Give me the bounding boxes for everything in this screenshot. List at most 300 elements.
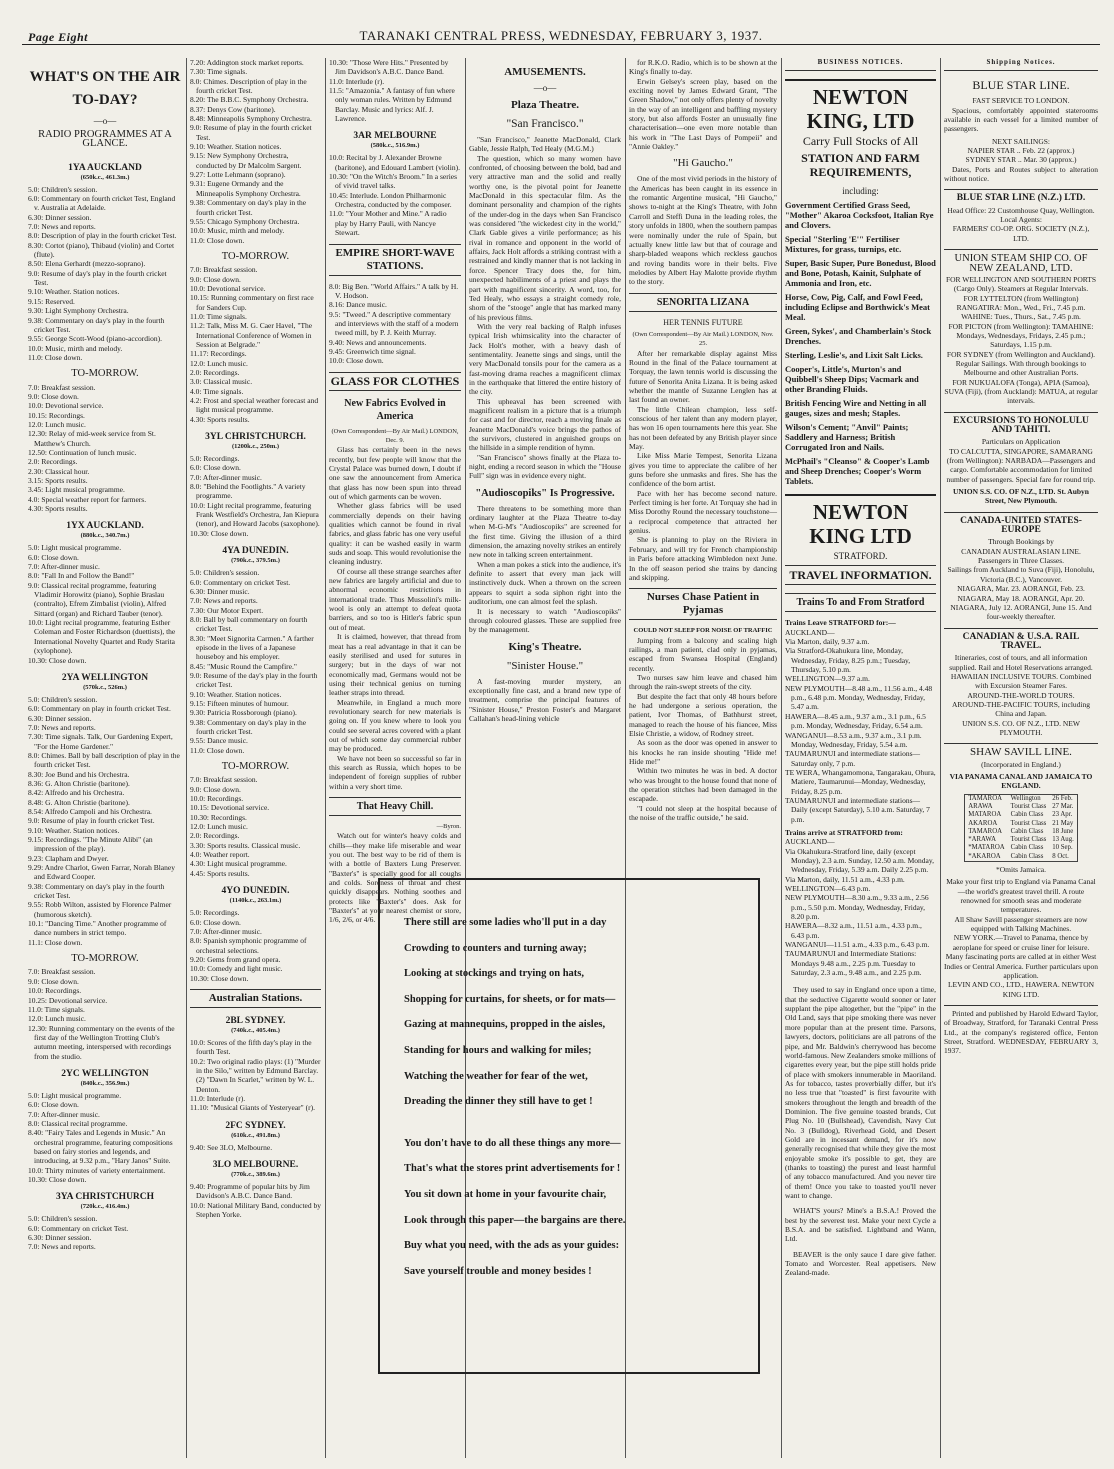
canada-entry: Through Bookings by bbox=[988, 537, 1054, 547]
programme-item: 7.0: After-dinner music. bbox=[190, 926, 262, 936]
table-cell: 23 Apr. bbox=[1052, 811, 1073, 819]
programme-item: 10.30: Close down. bbox=[190, 528, 249, 538]
station-frequency: (880k.c., 340.7m.) bbox=[80, 532, 130, 540]
programme-item: 6.0: Close down. bbox=[190, 463, 241, 473]
station-list bbox=[190, 58, 321, 983]
programme-item: 7.30: Time signals. bbox=[190, 67, 248, 77]
station-frequency: (840k.c., 356.9m.) bbox=[80, 1079, 130, 1087]
programme-item: 11.17: Recordings. bbox=[190, 349, 247, 359]
table-cell: TAMAROA bbox=[968, 827, 1003, 835]
programme-item: 9.30: Light Symphony Orchestra. bbox=[28, 306, 129, 316]
programme-item: 2.0: Recordings. bbox=[190, 831, 240, 841]
station-frequency: (1200k.c., 250m.) bbox=[231, 443, 280, 451]
sailing-entry: SYDNEY STAR .. Mar. 30 (approx.) bbox=[965, 155, 1077, 165]
programme-item: 9.40: Programme of popular hits by Jim Davidson's A.B.C. Dance Band. bbox=[190, 1182, 310, 1201]
blue-star-title: BLUE STAR LINE. bbox=[972, 78, 1070, 93]
poem-line: Watching the weather for fear of the wet, bbox=[404, 1070, 588, 1082]
train-entry: AUCKLAND— bbox=[785, 627, 835, 637]
programme-item: 10.0: Music, mirth and melody. bbox=[28, 343, 123, 353]
rail-entry: AROUND-THE-PACIFIC TOURS, including China and Japan. bbox=[952, 699, 1090, 719]
article-paragraph: But despite the fact that only 48 hours before he had undergone a serious operation, the patient, Ivor Thomas, of Bathhurst street, managed to reach the house of his fiancee, Miss Elsie Christie, a widow, of Rodney street. bbox=[629, 691, 777, 738]
poem-line: Look through this paper—the bargains are there. bbox=[404, 1214, 626, 1226]
article-paragraph: "San Francisco," Jeanette MacDonald, Clark Gable, Jessie Ralph, Ted Healy (M.G.M.) bbox=[469, 135, 621, 154]
union-entry: FOR WELLINGTON AND SOUTHERN PORTS (Cargo Only). Steamers at Regular Intervals. bbox=[945, 274, 1097, 294]
poem-line: Crowding to counters and turning away; bbox=[404, 942, 587, 954]
programme-list bbox=[190, 908, 321, 983]
programme-item: 9.23: Clapham and Dwyer. bbox=[28, 853, 109, 863]
rail-entry: Itineraries, cost of tours, and all information supplied. Rail and Hotel Reservations arranged. bbox=[949, 653, 1093, 672]
programme-item: 10.0: Scores of the fifth day's play in the fourth Test. bbox=[190, 1037, 312, 1057]
sinister-house-body: A fast-moving murder mystery, an exceptionally fine cast, and a brand new type of treatment, comprise the principal features of "Sinister House," Preston Foster's and Margaret Callahan's head-lining vehicle bbox=[469, 676, 621, 723]
farmers-society: FARMERS' CO-OP. ORG. SOCIETY (N.Z.), LTD. bbox=[952, 224, 1090, 243]
train-entry: Via Stratford-Okahukura line, Monday, Wednesday, Friday, 8.25 p.m.; Tuesday, Thursday, 5.10 p.m. bbox=[785, 646, 911, 675]
station-name: 2FC SYDNEY. bbox=[225, 1120, 286, 1131]
smoking-article: They used to say in England once upon a time, that the seductive Cigarette would sooner or later supplant the pipe altogether, but the "pipe" in the Old Land, says that pipe smoking there was never more popular than at the present time. Parsons, lawyers, doctors, politicians are all patrons of the pipe, and Mr. Baldwin's cherrywood has become world-famous. New Zealanders smoke millions of cigarettes every year, but the pipe still holds pride of place with smokers innumerable in Maoriland. As for tobacco, tastes proverbially differ, but it's no less true that "toasted" is first favourite with smokers throughout the length and breadth of the Dominion. The five genuine toasted brands, Cut Plug No. 10 (Bullshead), Cavendish, Navy Cut No. 3 (Bulldog), Riverhead Gold, and Desert Gold are in incessant demand, for it's now generally recognised that while they give the most enjoyable smoke it's possible to get, they are (thanks to toasting) the purest and least harmful of any tobacco manufactured. And you never tire of them! Once you take to toasted you'll never want to change. bbox=[785, 985, 936, 1200]
programme-item: 9.31: Eugene Ormandy and the Minneapolis Symphony Orchestra. bbox=[190, 179, 301, 198]
sinister-house-title: "Sinister House." bbox=[506, 659, 584, 672]
stock-item: Horse, Cow, Pig, Calf, and Fowl Feed, including Eclipse and Borthwick's Meat Meal. bbox=[785, 292, 930, 323]
train-entry: AUCKLAND— bbox=[785, 837, 835, 847]
programme-item: 9.5: "Tweed." A descriptive commentary and interviews with the staff of a modern tweed mill, by P. J. Keith Murray. bbox=[329, 309, 459, 338]
plaza-heading: Plaza Theatre. bbox=[510, 99, 580, 111]
programme-item: 6.30: Dinner session. bbox=[28, 1233, 92, 1243]
programme-item: 3.15: Sports results. bbox=[28, 476, 88, 485]
programme-item: 11.1: Close down. bbox=[28, 937, 83, 947]
poem-line: Looking at stockings and trying on hats, bbox=[404, 968, 585, 980]
programme-list bbox=[190, 454, 321, 538]
programme-item: 12.0: Lunch music. bbox=[28, 419, 86, 429]
programme-item: 4.0: Time signals. bbox=[190, 386, 244, 396]
sailings-list bbox=[944, 146, 1098, 165]
rail-travel-heading: CANADIAN & U.S.A. RAIL TRAVEL. bbox=[944, 628, 1098, 652]
programme-item: 9.29: Andre Charlot, Gwen Farrar, Norah Blaney and Edward Cooper. bbox=[28, 863, 175, 882]
programme-item: 9.55: George Scott-Wood (piano-accordion). bbox=[28, 334, 163, 344]
programme-item: 5.0: Children's session. bbox=[28, 694, 98, 704]
programme-list bbox=[190, 1182, 321, 1219]
station-frequency: (580k.c., 516.9m.) bbox=[370, 142, 420, 150]
sailings-table bbox=[964, 794, 1078, 862]
newton-king-line: Carry Full Stocks of All bbox=[802, 134, 919, 149]
programme-item: 9.10: Weather. Station notices. bbox=[190, 142, 282, 152]
programme-item: 10.0: Comedy and light music. bbox=[190, 964, 283, 974]
article-paragraph: Glass has certainly been in the news recently, but few people will know that the Crystal Palace was burned down, I doubt if one saw the announcement from America that glass has now been spun into thread out of which garments can be woven. bbox=[329, 445, 461, 501]
programme-item: 9.45: Greenwich time signal. bbox=[329, 346, 416, 356]
programme-list bbox=[28, 1214, 182, 1251]
poem-line: Gazing at mannequins, propped in the aisles, bbox=[404, 1019, 606, 1031]
amusements-heading: AMUSEMENTS. bbox=[504, 66, 586, 78]
senorita-body bbox=[629, 349, 777, 583]
programme-item: 9.10: Weather. Station notices. bbox=[28, 287, 120, 297]
union-entry: FOR SYDNEY (from Wellington and Auckland). Regular Sailings. With through bookings to Melbourne and other Australian Ports. bbox=[946, 349, 1096, 378]
programme-item: 8.48: Minneapolis Symphony Orchestra. bbox=[190, 114, 312, 124]
station-name: 4YO DUNEDIN. bbox=[221, 886, 290, 897]
programme-item: 9.38: Commentary on day's play in the fourth cricket Test. bbox=[190, 717, 307, 736]
table-cell: 8 Oct. bbox=[1052, 852, 1069, 860]
chill-byline: —Byron. bbox=[436, 823, 461, 830]
programme-item: 9.15: New Symphony Orchestra, conducted by Dr Malcolm Sargent. bbox=[190, 151, 302, 170]
programme-item: 7.0: Breakfast session. bbox=[28, 382, 96, 392]
tomorrow-heading: TO-MORROW. bbox=[71, 953, 139, 965]
programme-item: 5.0: Light musical programme. bbox=[28, 1090, 122, 1100]
stock-item: Special "Sterling 'E'" Fertiliser Mixtures, for grass, turnips, etc. bbox=[785, 234, 902, 255]
programme-item: 11.10: "Musical Giants of Yesteryear" (r). bbox=[190, 1103, 315, 1113]
article-paragraph: Erwin Gelsey's screen play, based on the exciting novel by James Edward Grant, "The Green Shadow," not only offers plenty of novelty in the way of an intelligent and baffling mystery story, but also affords Foster an unusually fine characterisation—one even more notable than his work in "The Last Days of Pompeii" and "Annie Oakley." bbox=[629, 76, 777, 152]
programme-item: 8.0: Big Ben. "World Affairs." A talk by H. V. Hodson. bbox=[329, 281, 459, 300]
programme-item: 7.20: Addington stock market reports. bbox=[190, 58, 304, 67]
programme-item: 9.55: Dance music. bbox=[190, 736, 248, 746]
canada-list bbox=[944, 537, 1098, 621]
train-entry: NEW PLYMOUTH—8.30 a.m., 9.33 a.m., 2.56 p.m., 5.50 p.m. Monday, Wednesday, Friday, 8.20 p.m. bbox=[785, 893, 929, 922]
poem-line: Buy what you need, with the ads as your guides: bbox=[404, 1240, 620, 1252]
programme-item: 10.15: Running commentary on first race for Sanders Cup. bbox=[190, 293, 314, 312]
table-cell: MATAROA bbox=[968, 811, 1002, 819]
article-paragraph: After her remarkable display against Miss Round in the final of the Palace tournament at Torquay, the lawn tennis world is discussing the future of Senorita Anita Lizana. It is being asked whether the mantle of Suzanne Lenglen has at last found an owner. bbox=[629, 348, 777, 405]
poem-stanza-2 bbox=[404, 1131, 736, 1285]
programme-item: 8.50: Elena Gerhardt (mezzo-soprano). bbox=[28, 259, 146, 269]
programme-item: 6.0: Commentary on cricket Test. bbox=[28, 1223, 129, 1233]
programme-item: 6.30: Dinner music. bbox=[190, 586, 250, 596]
trains-heading: Trains To and From Stratford bbox=[785, 593, 936, 612]
station-frequency: (740k.c., 405.4m.) bbox=[231, 1026, 280, 1034]
programme-item: 12.30: Running commentary on the events of the first day of the Wellington Trotting Club's autumn meeting, interspersed with recordings from the studio. bbox=[28, 1023, 175, 1061]
programme-item: 4.30: Light musical programme. bbox=[190, 859, 287, 869]
newton-king-subtitle: STATION AND FARM REQUIREMENTS, bbox=[801, 150, 920, 179]
travel-heading: TRAVEL INFORMATION. bbox=[785, 565, 936, 585]
programme-item: 9.20: Gems from grand opera. bbox=[190, 954, 281, 964]
programme-item: 9.30: Patricia Rossborough (piano). bbox=[190, 708, 297, 718]
canada-entry: CANADIAN AUSTRALASIAN LINE. bbox=[961, 546, 1081, 556]
station-frequency: (720k.c., 416.4m.) bbox=[80, 1203, 130, 1211]
union-entry: FOR PICTON (from Wellington): TAMAHINE: Mondays, Wednesdays, Fridays, 2.45 p.m.; Saturdays, 1.15 p.m. bbox=[948, 321, 1094, 350]
tomorrow-heading: TO-MORROW. bbox=[221, 761, 290, 773]
programme-item: 4.30: Sports results. bbox=[190, 414, 250, 424]
table-cell: Tourist Class bbox=[1010, 802, 1047, 810]
programme-item: 9.15: Recordings. "The Minute Alibi" (an impression of the play). bbox=[28, 835, 153, 854]
programme-item: 4.45: Sports results. bbox=[190, 868, 250, 878]
union-steam-ship-title: UNION STEAM SHIP CO. OF NEW ZEALAND, LTD. bbox=[944, 249, 1098, 273]
train-entry: TAUMARUNUI and intermediate stations—Daily (except Saturday), 5.10 a.m. Saturday, 7 p.m. bbox=[785, 795, 930, 824]
train-entry: TAUMARUNUI and intermediate stations—Saturday only, 7 p.m. bbox=[785, 749, 920, 768]
union-sailings-list bbox=[944, 275, 1098, 406]
programme-item: 7.0: News and reports. bbox=[190, 596, 258, 606]
programme-item: 2.30: Classical hour. bbox=[28, 466, 90, 476]
omits-note: *Omits Jamaica. bbox=[996, 865, 1046, 875]
station-name: 2YC WELLINGTON bbox=[61, 1068, 149, 1079]
programme-list bbox=[190, 1038, 321, 1113]
shipping-notices-tag: Shipping Notices. bbox=[944, 58, 1098, 71]
programme-item: 10.0: Recordings. bbox=[28, 986, 82, 996]
stock-item: Wilson's Cement; "Anvil" Paints; Saddlery and Harness; British Corrugated Iron and Nails. bbox=[785, 422, 909, 453]
poem-line: You sit down at home in your favourite chair, bbox=[404, 1188, 607, 1200]
programme-item: 6.0: Commentary on play in fourth cricket Test. bbox=[28, 704, 171, 714]
poem-stanza-1 bbox=[404, 910, 736, 1115]
programme-item: 3.45: Light musical programme. bbox=[28, 485, 125, 495]
station-frequency: (570k.c., 526m.) bbox=[83, 683, 127, 691]
sailing-entry: NAPIER STAR .. Feb. 22 (approx.) bbox=[967, 146, 1075, 156]
hi-gaucho-title: "Hi Gaucho." bbox=[673, 157, 733, 170]
programme-item: 3.0: Classical music. bbox=[190, 377, 253, 387]
empire-heading: EMPIRE SHORT-WAVE STATIONS. bbox=[329, 244, 461, 276]
newton-king-title-2: NEWTON KING LTD bbox=[785, 494, 936, 548]
programme-item: 11.0: Close down. bbox=[28, 352, 83, 362]
programme-item: 7.0: News and reports. bbox=[28, 722, 96, 732]
programme-item: 4.2: Frost and special weather forecast and light musical programme. bbox=[190, 396, 319, 415]
kings-heading: King's Theatre. bbox=[508, 640, 582, 653]
poem-line: You don't have to do all these things any more— bbox=[404, 1137, 621, 1149]
article-paragraph: As soon as the door was opened in answer to his knocks he ran inside shouting "Hide me! Hide me!" bbox=[629, 738, 777, 766]
programme-item: 9.38: Commentary on day's play in the fourth cricket Test. bbox=[190, 198, 307, 217]
table-row bbox=[965, 811, 1078, 819]
programme-item: 9.0: Resume of play in the fourth cricket Test. bbox=[190, 123, 312, 142]
article-paragraph: Like Miss Marie Tempest, Senorita Lizana gives you time to appreciate the calibre of her guns before she unmasks and fires. She has the confidence of the born artist. bbox=[629, 451, 777, 489]
table-cell: Tourist Class bbox=[1010, 836, 1047, 844]
programme-item: 8.48: G. Alton Christie (baritone). bbox=[28, 797, 130, 807]
shaw-entry: Make your first trip to England via Panama Canal—the world's greatest travel thrill. A route renowned for smooth seas and moderate temperatures. bbox=[946, 877, 1096, 915]
canada-entry: NIAGARA, Mar. 23. AORANGI, Feb. 23. NIAGARA, May 18. AORANGI, Apr. 20. NIAGARA, July 12. AORANGI, June 15. And four-weekly thereafter. bbox=[950, 584, 1092, 622]
audioscopiks-body bbox=[469, 504, 621, 635]
chill-text: Watch out for winter's heavy colds and chills—they make life miserable and wear you out. The best way to be rid of them is with a bottle of Baxters Lung Preserver. "Baxter's" is specially good for all coughs and colds. Soreness of throat and chest quickly disappears. Nothing soothes and protects like "Baxter's" does. Ask for "Baxter's" at your nearest chemist or store, 1/6, 2/6, or 4/6. bbox=[329, 831, 461, 925]
chill-heading: That Heavy Chill. bbox=[329, 797, 461, 816]
newton-king-items bbox=[785, 200, 936, 486]
programme-item: 8.30: Cortot (piano), Thibaud (violin) and Cortet (flute). bbox=[28, 240, 175, 260]
excursion-entry: TO CALCUTTA, SINGAPORE, SAMARANG (from Wellington): NARBADA—Passengers and cargo. Comfortable accommodation for limited number of passengers. Special fare for round trip. bbox=[946, 446, 1096, 484]
train-entry: HAWERA—8.32 a.m., 11.51 a.m., 4.33 p.m., 6.43 p.m. bbox=[785, 921, 922, 940]
senorita-title: SENORITA LIZANA bbox=[629, 293, 777, 312]
programme-item: 10.30: Close down. bbox=[28, 1175, 87, 1184]
tomorrow-heading: TO-MORROW. bbox=[221, 250, 290, 262]
train-entry: Via Marton, daily, 11.51 a.m., 4.33 p.m. bbox=[785, 874, 905, 884]
programme-item: 10.1: "Dancing Time." Another programme of dance numbers in strict tempo. bbox=[28, 919, 167, 938]
programme-list bbox=[329, 58, 461, 123]
programme-item: 10.15: Devotional service. bbox=[190, 803, 270, 813]
programme-item: 8.0: Chimes. Description of play in the fourth cricket Test. bbox=[190, 76, 307, 96]
senorita-byline: (Own Correspondent—By Air Mail.) LONDON, Nov. 25. bbox=[632, 330, 774, 348]
programme-item: 10.0: National Military Band, conducted by Stephen Yorke. bbox=[190, 1200, 322, 1220]
programme-item: 11.0: Interlude (r). bbox=[190, 1093, 246, 1103]
programme-list bbox=[28, 185, 182, 363]
canada-entry: Sailings from Auckland to Suva (Fiji), Honolulu, Victoria (B.C.), Vancouver. bbox=[947, 565, 1095, 584]
table-cell: Wellington bbox=[1010, 794, 1041, 802]
stock-item: Government Certified Grass Seed, "Mother" Akaroa Cocksfoot, Italian Rye and Clovers. bbox=[785, 200, 934, 231]
programme-item: 9.0: Resume of play in fourth cricket Test. bbox=[28, 816, 155, 826]
excursions-heading: EXCURSIONS TO HONOLULU AND TAHITI. bbox=[944, 412, 1098, 436]
train-entry: TAUMARUNUI and Intermediate Stations: Mondays 9.48 a.m., 2.25 p.m. Tuesday to Saturday, 2.3 a.m., 9.48 a.m., and 2.25 p.m. bbox=[785, 949, 922, 978]
programme-item: 8.0: Ball by ball commentary on fourth cricket Test. bbox=[190, 614, 308, 634]
programme-list bbox=[190, 568, 321, 755]
programme-item: 6.0: Close down. bbox=[28, 1100, 79, 1110]
programme-list bbox=[28, 543, 182, 664]
table-cell: Cabin Class bbox=[1010, 852, 1044, 860]
excursions-list bbox=[944, 437, 1098, 484]
programme-item: 2.0: Recordings. bbox=[28, 457, 78, 467]
programme-item: 10.45: Interlude. London Philharmonic Orchestra, conducted by the composer. bbox=[329, 190, 452, 210]
programme-item: 8.0: "Fall In and Follow the Band!" bbox=[28, 571, 135, 581]
station-list bbox=[28, 163, 182, 1252]
poem-line: Shopping for curtains, for sheets, or for mats— bbox=[404, 993, 616, 1005]
blue-star-subtitle: FAST SERVICE TO LONDON. bbox=[972, 96, 1070, 106]
table-cell: 26 Feb. bbox=[1052, 794, 1073, 802]
programme-item: 12.30: Relay of mid-week service from St. Matthew's Church. bbox=[28, 429, 156, 448]
trains-arrive-label: Trains arrive at STRATFORD from: bbox=[785, 827, 903, 837]
programme-item: 10.0: Music, mirth and melody. bbox=[190, 226, 285, 236]
shaw-entry: NEW YORK.—Travel to Panama, thence by aeroplane for speed or cruise liner for leisure. Many fascinating ports are called at in either West Indies or Central America. Further particulars upon application. bbox=[944, 933, 1098, 980]
programme-item: 9.0: Close down. bbox=[28, 391, 79, 401]
programme-item: 9.10: Weather. Station notices. bbox=[28, 825, 120, 835]
station-name: 1YX AUCKLAND. bbox=[66, 521, 144, 532]
programme-item: 7.0: After-dinner music. bbox=[190, 472, 262, 482]
station-name: 3LO MELBOURNE. bbox=[212, 1160, 299, 1170]
article-paragraph: She is planning to play on the Riviera in February, and will try for French championship in Paris before attacking Wimbledon next June. In the off season period she trains by dancing and skipping. bbox=[629, 535, 777, 582]
stock-item: Sterling, Leslie's, and Lixit Salt Licks. bbox=[785, 350, 923, 361]
programme-item: 9.40: See 3LO, Melbourne. bbox=[190, 1142, 273, 1152]
table-cell: 27 Mar. bbox=[1052, 802, 1074, 810]
station-frequency: (650k.c., 461.3m.) bbox=[80, 173, 130, 181]
programme-item: 4.0: Special weather report for farmers. bbox=[28, 494, 147, 504]
station-name: 3AR MELBOURNE bbox=[353, 131, 437, 142]
programme-list bbox=[329, 282, 461, 366]
audioscopiks-title: "Audioscopiks" Is Progressive. bbox=[475, 487, 615, 499]
article-paragraph: "I could not sleep at the hospital because of the noise of the traffic outside," he said. bbox=[629, 803, 777, 823]
article-paragraph: It is claimed, however, that thread from meat has a real advantage in that it can be easily sterilised and used for sutures in surgery; but in the days of war not economically mad, Germans would not be using their technical genius on turning leather straps into thread. bbox=[329, 632, 461, 698]
article-paragraph: It is necessary to watch "Audioscopiks" through coloured glasses. These are supplied free by the management. bbox=[469, 606, 621, 635]
beaver-advert: BEAVER is the only sauce I dare give father. Tomato and Worcester. Real appetisers. New Zealand-made. bbox=[785, 1249, 936, 1278]
programme-item: 9.27: Lotte Lehmann (soprano). bbox=[190, 170, 286, 180]
programme-item: 10.0: Recital by J. Alexander Browne (baritone), and Edouard Lambert (violin). bbox=[329, 153, 460, 172]
programme-item: 9.40: News and announcements. bbox=[329, 337, 427, 347]
train-entry: WANGANUI—11.51 a.m., 4.33 p.m., 6.43 p.m. bbox=[785, 940, 930, 950]
australian-stations-heading: Australian Stations. bbox=[190, 989, 321, 1008]
programme-item: 9.0: Resume of the day's play in the fourth cricket Test. bbox=[190, 670, 318, 690]
programme-item: 7.30: Our Motor Expert. bbox=[190, 605, 264, 615]
glass-article-body bbox=[329, 445, 461, 791]
table-row bbox=[965, 803, 1078, 811]
rail-entry: HAWAIIAN INCLUSIVE TOURS. Combined with Excursion Steamer Fares. bbox=[950, 671, 1092, 691]
programme-item: 5.0: Recordings. bbox=[190, 908, 240, 918]
programme-item: 8.36: G. Alton Christie (baritone). bbox=[28, 778, 130, 788]
programme-item: 9.10: Weather. Station notices. bbox=[190, 689, 282, 699]
programme-item: 8.0: Chimes. Ball by ball description of play in the fourth cricket Test. bbox=[28, 750, 180, 770]
programme-item: 5.0: Recordings. bbox=[190, 454, 240, 464]
rail-entry: AROUND-THE-WORLD TOURS. bbox=[967, 690, 1075, 700]
programme-item: 9.0: Close down. bbox=[190, 274, 241, 284]
table-cell: ARAWA bbox=[968, 802, 993, 810]
programme-item: 2.0: Recordings. bbox=[190, 368, 240, 377]
programme-list bbox=[28, 383, 182, 514]
station-frequency: (770k.c., 389.6m.) bbox=[231, 1171, 280, 1178]
radio-heading: WHAT'S ON THE AIR TO-DAY? bbox=[29, 69, 181, 108]
nurses-body bbox=[629, 636, 777, 823]
programme-item: 10.0: Thirty minutes of variety entertainment. bbox=[28, 1165, 166, 1175]
business-notices-tag: BUSINESS NOTICES. bbox=[785, 58, 936, 71]
programme-item: 10.0: Close down. bbox=[329, 356, 384, 366]
article-paragraph: for R.K.O. Radio, which is to be shown at the King's finally to-day. bbox=[629, 58, 777, 77]
union-ss-address: UNION S.S. CO. OF N.Z., LTD. St. Aubyn Street, New Plymouth. bbox=[953, 487, 1089, 506]
programme-item: 9.0: Close down. bbox=[190, 784, 241, 794]
shaw-savill-route: VIA PANAMA CANAL AND JAMAICA TO ENGLAND. bbox=[949, 772, 1093, 791]
radio-subheading: RADIO PROGRAMMES AT A GLANCE. bbox=[38, 129, 172, 150]
programme-list bbox=[190, 1143, 321, 1152]
article-paragraph: The little Chilean champion, less self-conscious of her talent than any modern player, has won 16 open tournaments here this year. She has not been defeated by any British player since May. bbox=[629, 404, 777, 452]
programme-item: 11.0: "Your Mother and Mine." A radio play by Harry Pauli, with Nancye Stewart. bbox=[329, 209, 447, 238]
ornament-divider: —o— bbox=[533, 83, 557, 93]
table-row bbox=[965, 836, 1078, 844]
table-cell: 13 Aug. bbox=[1052, 836, 1074, 844]
shaw-entry: All Shaw Savill passenger steamers are now equipped with Talking Machines. bbox=[954, 914, 1088, 934]
poem-line: Dreading the dinner they still have to get ! bbox=[404, 1096, 593, 1108]
programme-item: 7.0: After-dinner music. bbox=[28, 562, 100, 572]
union-entry: FOR LYTTELTON (from Wellington) RANGATIRA: Mon., Wed., Fri., 7.45 p.m. bbox=[956, 293, 1086, 312]
canada-heading: CANADA-UNITED STATES-EUROPE bbox=[944, 512, 1098, 536]
programme-item: 9.0: Resume of day's play in the fourth cricket Test. bbox=[28, 268, 167, 288]
stock-item: British Fencing Wire and Netting in all gauges, sizes and mesh; Staples. bbox=[785, 398, 927, 419]
article-paragraph: Whether glass fabrics will be used commercially depends on their having qualities which cannot be found in rival fabrics, and glass fabric has one very useful quality: it can be washed easily in warm suds and soap. This would revolutionise the cleaning industry. bbox=[329, 501, 461, 567]
union-entry: FOR NUKUALOFA (Tonga), APIA (Samoa), SUVA (Fiji), (from Auckland): MATUA, at regular intervals. bbox=[944, 377, 1098, 406]
programme-item: 8.40: "Fairy Tales and Legends in Music." An orchestral programme, featuring compositions based on fairy stories and legends, and introducing, at 9.32 p.m., "Hary Janos" Suite. bbox=[28, 1128, 173, 1166]
blue-star-nz: BLUE STAR LINE (N.Z.) LTD. bbox=[944, 189, 1098, 203]
australian-station-list bbox=[190, 1016, 321, 1219]
programme-item: 8.42: Alfredo and his Orchestra. bbox=[28, 788, 125, 798]
table-row bbox=[965, 820, 1078, 828]
programme-item: 6.30: Dinner session. bbox=[28, 212, 92, 222]
programme-item: 10.30: "Those Were Hits." Presented by Jim Davidson's A.B.C. Dance Band. bbox=[329, 58, 449, 77]
programme-item: 11.5: "Amazonia." A fantasy of fun where only woman rules. Written by Edmund Barclay. Music and lyrics: Alf. J. Lawrence. bbox=[329, 86, 455, 124]
radio-column-1 bbox=[24, 58, 186, 1458]
table-cell: Cabin Class bbox=[1010, 844, 1044, 852]
programme-list bbox=[28, 967, 182, 1060]
trains-arrive-list bbox=[785, 837, 936, 977]
programme-item: 10.0: Recordings. bbox=[190, 794, 244, 804]
shaw-savill-text bbox=[944, 877, 1098, 998]
article-paragraph: The question, which so many women have confronted, of choosing between the bold, bad and very attractive man and the solid and really worthy one, is the pivotal point for Jeanette MacDonald in this spectacular film. As the dominant personality and champion of the rights of the under-dog in the days when San Francisco was considered "the wickedest city in the world," Clark Gable gives a virile performance; as his rival in romance and opponent in the world of affairs, Jack Holt affords a striking contrast with a restrained and kindly manner that is not lacking in force. Spencer Tracy does the, for him, unexpected habiliments of a priest and plays the part with magnificent sincerity. A word, too, for Ted Healy, who essays a straight comedy role, shorn of the "stooge" angle that has marked many of his previous films. bbox=[469, 153, 621, 322]
article-paragraph: Two nurses saw him leave and chased him through the rain-swept streets of the city. bbox=[629, 672, 777, 692]
programme-item: 6.0: Close down. bbox=[190, 917, 241, 927]
including-label: including: bbox=[842, 185, 879, 196]
article-paragraph: "San Francisco" shows finally at the Plaza to-night, ending a record season in which the "House Full" sign was in evidence every night. bbox=[469, 452, 621, 481]
page-label: Page Eight bbox=[28, 30, 89, 44]
table-row bbox=[965, 828, 1078, 836]
programme-item: 10.15: Recordings. bbox=[28, 410, 85, 420]
programme-item: 9.15: Reserved. bbox=[28, 296, 75, 306]
programme-item: 9.55: Robb Wilton, assisted by Florence Palmer (humorous sketch). bbox=[28, 900, 172, 919]
newton-king-place: STRATFORD. bbox=[833, 551, 888, 562]
programme-item: 11.0: Close down. bbox=[190, 745, 245, 755]
station-name: 1YA AUCKLAND bbox=[68, 162, 142, 173]
nurses-title: Nurses Chase Patient in Pyjamas bbox=[629, 588, 777, 620]
programme-list bbox=[329, 153, 461, 237]
glass-subheading: New Fabrics Evolved in America bbox=[344, 397, 446, 422]
masthead bbox=[22, 22, 1100, 45]
table-cell: *MATAROA bbox=[968, 844, 1005, 852]
programme-item: 5.0: Children's session. bbox=[28, 184, 98, 194]
station-name: 3YL CHRISTCHURCH. bbox=[205, 432, 306, 443]
programme-item: 5.0: Children's session. bbox=[28, 1214, 98, 1224]
programme-list bbox=[28, 1091, 182, 1184]
station-name: 3YA CHRISTCHURCH bbox=[55, 1192, 155, 1203]
programme-item: 5.0: Light musical programme. bbox=[28, 543, 122, 553]
table-row bbox=[965, 844, 1078, 852]
stock-item: Cooper's, Little's, Murton's and Quibbell's Sheep Dips; Vacmark and other Branding Fluids. bbox=[785, 364, 919, 395]
san-francisco-body bbox=[469, 135, 621, 481]
programme-item: 7.0: News and reports. bbox=[28, 1242, 96, 1252]
programme-item: 8.45: "Music Round the Campfire." bbox=[190, 661, 297, 671]
article-paragraph: With the very real backing of Ralph infuses typical Irish whimsicality into the character of Jack Holt's mother, with a heavy dash of sentimentality. Jeanette sings and sings, until the very MacDonald tonsils pour for the camera as a fast-moving drama reaches a magnificent climax in the earthquake that littered the entire history of the city. bbox=[469, 321, 621, 397]
station-name: 4YA DUNEDIN. bbox=[222, 546, 289, 557]
programme-item: 12.0: Lunch music. bbox=[190, 358, 248, 368]
shaw-savill-subtitle: (Incorporated in England.) bbox=[981, 759, 1061, 769]
train-entry: Via Marton, daily, 9.37 a.m. bbox=[785, 637, 870, 647]
programme-item: 7.0: After-dinner music. bbox=[28, 1109, 100, 1119]
programme-item: 8.20: The B.B.C. Symphony Orchestra. bbox=[190, 95, 309, 105]
